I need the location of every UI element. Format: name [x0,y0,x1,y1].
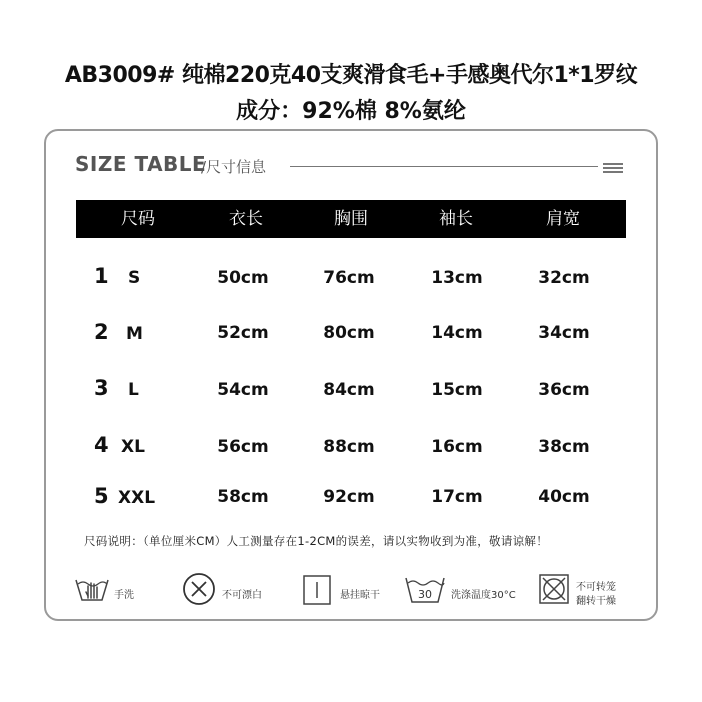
length-cell: 52cm [217,323,269,343]
hang-dry-label: 悬挂晾干 [340,590,380,601]
table-header [76,200,626,238]
composition-text: 成分：92%棉 8%氨纶 [236,99,466,124]
size-label: L [128,380,139,400]
length-cell: 54cm [217,380,269,400]
sleeve-cell: 13cm [431,268,483,288]
chest-cell: 92cm [323,487,375,507]
shoulder-cell: 32cm [538,268,590,288]
shoulder-cell: 38cm [538,437,590,457]
hand-wash-label: 手洗 [114,590,134,601]
column-header-sleeve: 袖长 [439,209,473,229]
size-table-subheading: /尺寸信息 [201,158,267,176]
sleeve-cell: 16cm [431,437,483,457]
column-header-size: 尺码 [121,209,155,229]
row-number: 5 [94,484,109,508]
product-title: AB3009# 纯棉220克40支爽滑食毛+手感奥代尔1*1罗纹 [64,63,638,88]
shoulder-cell: 34cm [538,323,590,343]
column-header-shoulder: 肩宽 [546,209,580,229]
wash-temperature-value: 30 [418,588,432,601]
length-cell: 58cm [217,487,269,507]
length-cell: 56cm [217,437,269,457]
size-label: M [126,324,143,344]
row-number: 1 [94,264,109,288]
shoulder-cell: 36cm [538,380,590,400]
wash-temperature-label: 洗涤温度30°C [451,590,516,601]
size-table-heading: SIZE TABLE [75,152,207,176]
size-label: S [128,268,141,288]
column-header-length: 衣长 [229,209,263,229]
heading-rule [290,166,598,167]
chest-cell: 76cm [323,268,375,288]
length-cell: 50cm [217,268,269,288]
wash-temperature-icon [404,574,446,604]
no-bleach-icon [182,572,216,606]
sleeve-cell: 15cm [431,380,483,400]
size-label: XL [121,437,145,457]
row-number: 3 [94,376,109,400]
no-bleach-label: 不可漂白 [222,590,262,601]
size-label: XXL [118,488,156,508]
no-tumble-dry-icon [538,573,570,605]
chest-cell: 88cm [323,437,375,457]
size-note: 尺码说明：（单位厘米CM）人工测量存在1-2CM的误差，请以实物收到为准，敬请谅解！ [84,534,549,548]
no-tumble-dry-label-line2: 翻转干燥 [576,596,616,607]
chest-cell: 84cm [323,380,375,400]
no-tumble-dry-label-line1: 不可转笼 [576,582,616,593]
row-number: 2 [94,320,109,344]
chest-cell: 80cm [323,323,375,343]
row-number: 4 [94,433,109,457]
menu-icon [603,163,623,173]
sleeve-cell: 17cm [431,487,483,507]
sleeve-cell: 14cm [431,323,483,343]
hang-dry-icon [302,574,332,606]
column-header-chest: 胸围 [334,209,368,229]
shoulder-cell: 40cm [538,487,590,507]
hand-wash-icon [74,572,110,604]
